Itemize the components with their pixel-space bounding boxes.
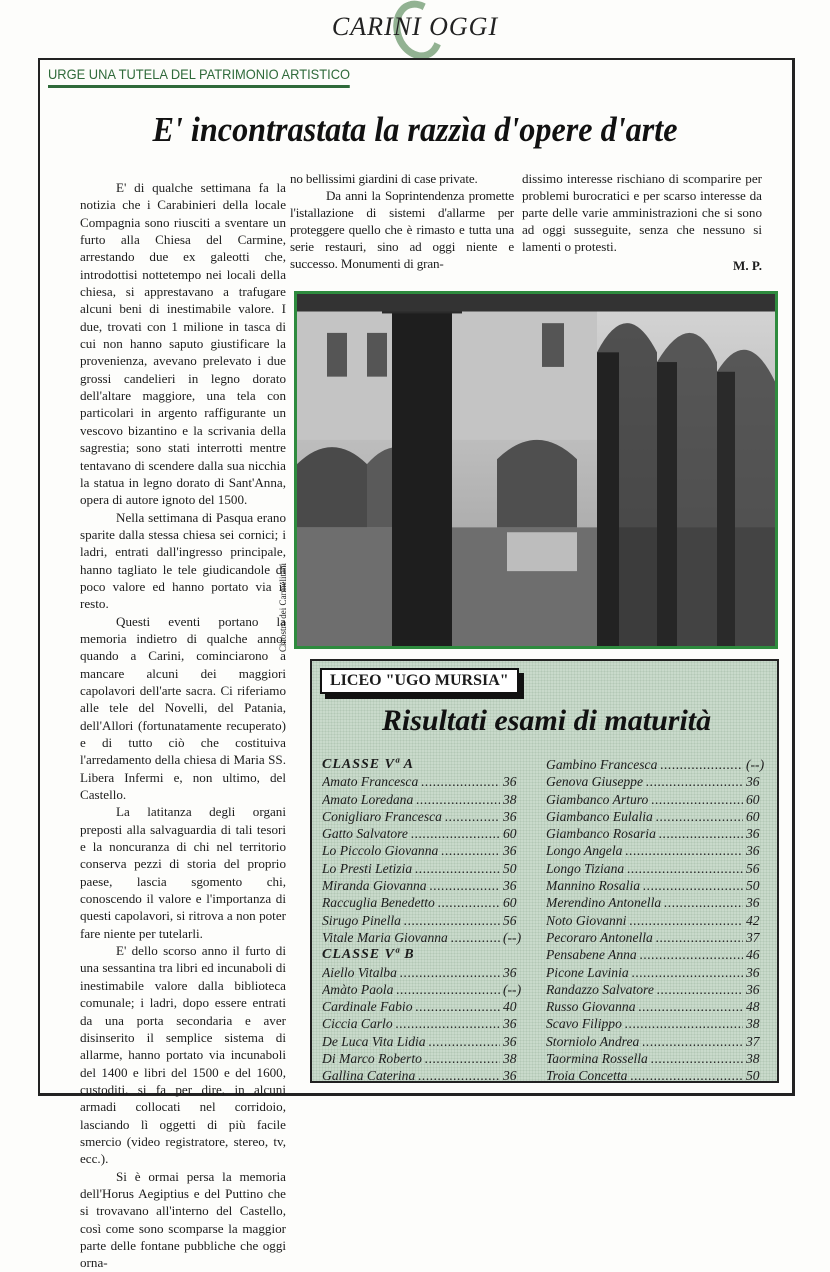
leader-dots xyxy=(415,860,500,877)
result-row xyxy=(322,894,527,911)
student-name: Lo Presti Letizia xyxy=(322,860,413,876)
student-score: 50 xyxy=(503,860,517,876)
student-name: Longo Tiziana xyxy=(546,860,625,876)
masthead-logo xyxy=(310,6,520,46)
result-row xyxy=(546,773,770,790)
result-row xyxy=(546,964,770,981)
student-score: 60 xyxy=(746,791,760,807)
leader-dots xyxy=(629,912,743,929)
student-score: 48 xyxy=(746,999,760,1015)
logo-text: CARINI OGGI xyxy=(331,12,499,41)
leader-dots xyxy=(646,773,743,790)
leader-dots xyxy=(664,894,743,911)
article-column-1 xyxy=(80,179,286,1272)
paragraph: La latitanza degli organi preposti alla salvaguardia di tali tesori e la noncuranza di chi nel territorio conserva pezzi di storia del proprio paese, lascia sgomento chi, conoscendo il valore e l'importanza di questi capolavori, si ritrova a non poter fare niente per tutelarli. xyxy=(80,804,286,941)
student-score: 38 xyxy=(503,791,517,807)
student-name: Conigliaro Francesca xyxy=(322,808,442,824)
school-label: LICEO "UGO MURSIA" xyxy=(320,668,519,694)
article-column-2 xyxy=(290,170,514,272)
student-score: 60 xyxy=(503,895,517,911)
student-score: 37 xyxy=(746,929,760,945)
photo-caption: Chiostro dei Carmelitani xyxy=(278,563,288,652)
leader-dots xyxy=(425,1050,500,1067)
result-row xyxy=(322,964,527,981)
student-score: 56 xyxy=(503,912,517,928)
student-score: 60 xyxy=(503,826,517,842)
leader-dots xyxy=(438,894,500,911)
student-name: Amato Loredana xyxy=(322,791,414,807)
student-score: 36 xyxy=(503,1016,517,1032)
article-headline: E' incontrastata la razzìa d'opere d'arte xyxy=(152,110,678,149)
student-name: Vitale Maria Giovanna xyxy=(322,929,448,945)
result-row xyxy=(546,1033,770,1050)
paragraph: Si è ormai persa la memoria dell'Horus Aegiptius e del Puttino che si trovavano all'interno del Castello, così come sono scomparse la maggior parte delle fontane pubbliche che oggi orna- xyxy=(80,1168,286,1271)
leader-dots xyxy=(416,998,501,1015)
student-score: 36 xyxy=(503,1033,517,1049)
result-row xyxy=(546,929,770,946)
leader-dots xyxy=(396,1015,500,1032)
result-row xyxy=(322,1033,527,1050)
student-name: Lo Piccolo Giovanna xyxy=(322,843,439,859)
student-name: Storniolo Andrea xyxy=(546,1033,640,1049)
student-score: 56 xyxy=(746,860,760,876)
student-name: Noto Giovanni xyxy=(546,912,627,928)
student-score: 60 xyxy=(746,808,760,824)
leader-dots xyxy=(656,808,743,825)
leader-dots xyxy=(656,929,743,946)
leader-dots xyxy=(643,877,743,894)
student-name: Russo Giovanna xyxy=(546,999,636,1015)
paragraph: no bellissimi giardini di case private. xyxy=(290,171,478,186)
student-name: Amato Francesca xyxy=(322,774,419,790)
student-name: Gatto Salvatore xyxy=(322,826,408,842)
result-row xyxy=(322,1067,527,1084)
paragraph: Nella settimana di Pasqua erano sparite dalla stessa chiesa sei cornici; i ladri, entrati dall'ingresso principale, hanno tagliato le tele giudicandole di poco valore ed hanno portato via il resto. xyxy=(80,509,286,612)
student-name: Cardinale Fabio xyxy=(322,999,413,1015)
result-row xyxy=(546,998,770,1015)
student-score: 50 xyxy=(746,878,760,894)
student-score: 36 xyxy=(503,843,517,859)
student-name: Giambanco Rosaria xyxy=(546,826,656,842)
student-score: (--) xyxy=(503,981,522,997)
results-title: Risultati esami di maturità xyxy=(381,704,712,737)
result-row xyxy=(546,791,770,808)
student-score: 36 xyxy=(503,964,517,980)
student-name: Gambino Francesca xyxy=(546,757,658,772)
student-name: Taormina Rossella xyxy=(546,1051,648,1067)
leader-dots xyxy=(632,964,743,981)
leader-dots xyxy=(418,1067,500,1084)
leader-dots xyxy=(429,1033,500,1050)
result-row xyxy=(322,791,527,808)
student-name: Picone Lavinia xyxy=(546,964,629,980)
student-name: Gallina Caterina xyxy=(322,1068,416,1084)
author-signature: M. P. xyxy=(733,258,762,273)
results-list-left xyxy=(322,756,527,1085)
leader-dots xyxy=(404,912,500,929)
result-row xyxy=(546,981,770,998)
student-score: (--) xyxy=(503,929,522,945)
paragraph: E' di qualche settimana fa la notizia che i Carabinieri della locale Compagnia sono riusciti a sventare un furto alla Chiesa del Carmine, arrestando due ex galeotti che, introdottisi nottetempo nei locali della chiesa, si apprestavano a trafugare alcuni beni di inestimabile valore. I due, trovati con 1 milione in tasca di cui non hanno saputo giustificare la provenienza, avevano prelevato i due grossi candelieri in legno dorato dell'altare maggiore, una tela con particolari in argento raffigurante un vescovo bizantino e la scrivania della sagrestia; sono stati interrotti mentre tentavano di scendere dalla sua nicchia la statua in legno dorato di Sant'Anna, opera di autore ignoto del 1500. xyxy=(80,180,286,508)
paragraph: dissimo interesse rischiano di scomparire per problemi burocratici e per scarso interesse da parte delle varie amministrazioni che si sono ad oggi susseguite, senza che nessuno si lamenti o protesti. xyxy=(522,171,762,254)
leader-dots xyxy=(640,946,743,963)
leader-dots xyxy=(639,998,744,1015)
results-list-right xyxy=(546,756,770,1085)
result-row xyxy=(546,946,770,963)
student-score: 36 xyxy=(746,981,760,997)
student-score: 36 xyxy=(746,964,760,980)
result-row xyxy=(546,1067,770,1084)
result-row xyxy=(322,998,527,1015)
student-score: 50 xyxy=(746,1068,760,1084)
student-score: 36 xyxy=(746,774,760,790)
student-score: 46 xyxy=(746,947,760,963)
student-name: Mannino Rosalia xyxy=(546,878,641,894)
student-name: Scavo Filippo xyxy=(546,1016,622,1032)
cloister-photo xyxy=(294,291,778,649)
student-name: Troia Concetta xyxy=(546,1068,628,1084)
result-row xyxy=(322,773,527,790)
student-score: 42 xyxy=(746,912,760,928)
result-row xyxy=(546,912,770,929)
leader-dots xyxy=(660,756,743,773)
student-score: 37 xyxy=(746,1033,760,1049)
result-row xyxy=(546,825,770,842)
student-name: Randazzo Salvatore xyxy=(546,981,654,997)
leader-dots xyxy=(625,842,743,859)
leader-dots xyxy=(416,791,500,808)
result-row xyxy=(322,929,527,946)
student-score: (--) xyxy=(746,757,765,772)
student-score: 36 xyxy=(746,843,760,859)
leader-dots xyxy=(445,808,500,825)
student-name: Pecoraro Antonella xyxy=(546,929,653,945)
leader-dots xyxy=(657,981,743,998)
result-row xyxy=(546,877,770,894)
result-row xyxy=(322,1050,527,1067)
leader-dots xyxy=(627,860,743,877)
student-score: 36 xyxy=(746,895,760,911)
result-row xyxy=(322,877,527,894)
student-name: Giambanco Eulalia xyxy=(546,808,653,824)
student-score: 36 xyxy=(503,808,517,824)
leader-dots xyxy=(421,773,500,790)
student-name: Merendino Antonella xyxy=(546,895,662,911)
student-name: Ciccia Carlo xyxy=(322,1016,393,1032)
student-score: 38 xyxy=(746,1051,760,1067)
student-name: Di Marco Roberto xyxy=(322,1051,422,1067)
student-score: 36 xyxy=(503,774,517,790)
result-row xyxy=(546,756,770,773)
leader-dots xyxy=(430,877,500,894)
article-column-3 xyxy=(522,170,762,274)
student-score: 36 xyxy=(746,826,760,842)
student-name: Amàto Paola xyxy=(322,981,394,997)
leader-dots xyxy=(651,1050,743,1067)
leader-dots xyxy=(659,825,743,842)
result-row xyxy=(546,860,770,877)
student-name: De Luca Vita Lidia xyxy=(322,1033,426,1049)
student-name: Longo Angela xyxy=(546,843,623,859)
paragraph: Da anni la Soprintendenza promette l'istallazione di sistemi d'allarme per proteggere quello che è rimasto e tutta una serie restauri, sino ad oggi niente e successo. Monumenti di gran- xyxy=(290,188,514,271)
result-row xyxy=(546,808,770,825)
article-kicker: URGE UNA TUTELA DEL PATRIMONIO ARTISTICO xyxy=(48,66,350,88)
class-heading-b: CLASSE Vª B xyxy=(322,947,415,963)
result-row xyxy=(322,842,527,859)
leader-dots xyxy=(642,1033,743,1050)
result-row xyxy=(546,1050,770,1067)
student-score: 36 xyxy=(503,1068,517,1084)
paragraph: E' dello scorso anno il furto di una sessantina tra libri ed incunaboli di inestimabile valore dalla biblioteca comunale; i ladri, dopo essere entrati da una porta secondaria e aver disinserito il semplice sistema di allarme, hanno portato via incunaboli del 1400 e libri del 1500 e del 1600, custoditi, si fa per dire, in alcuni armadi collocati nel corridoio, lasciando lì oggetti di più facile smercio (video registratore, stereo, tv, ecc.). xyxy=(80,943,286,1167)
student-name: Genova Giuseppe xyxy=(546,774,644,790)
leader-dots xyxy=(625,1015,743,1032)
student-name: Giambanco Arturo xyxy=(546,791,649,807)
student-name: Raccuglia Benedetto xyxy=(322,895,435,911)
exam-results-box xyxy=(310,659,779,1083)
class-heading-a: CLASSE Vª A xyxy=(322,757,415,772)
cloister-illustration xyxy=(297,294,775,646)
result-row xyxy=(546,842,770,859)
result-row xyxy=(322,808,527,825)
paragraph: Questi eventi portano la memoria indietro di qualche anno, quando a Carini, cominciarono a mancare alcuni dei maggiori capolavori dell'arte sacra. Ci riferiamo alle tele del Novelli, del Patania, dell'Allori (fortunatamente recuperato) e di tutto ciò che costituiva l'arredamento della chiesa di Maria SS. Libera Infermi e, non ultimo, del Castello. xyxy=(80,613,286,803)
student-name: Pensabene Anna xyxy=(546,947,637,963)
leader-dots xyxy=(396,981,500,998)
leader-dots xyxy=(630,1067,743,1084)
result-row xyxy=(322,981,527,998)
student-score: 38 xyxy=(503,1051,517,1067)
result-row xyxy=(322,825,527,842)
student-score: 38 xyxy=(746,1016,760,1032)
leader-dots xyxy=(441,842,500,859)
student-name: Sirugo Pinella xyxy=(322,912,401,928)
result-row xyxy=(322,912,527,929)
student-score: 36 xyxy=(503,878,517,894)
student-name: Aiello Vitalba xyxy=(322,964,397,980)
leader-dots xyxy=(451,929,500,946)
result-row xyxy=(546,894,770,911)
result-row xyxy=(546,1015,770,1032)
student-name: Miranda Giovanna xyxy=(322,878,427,894)
student-score: 40 xyxy=(503,999,517,1015)
leader-dots xyxy=(411,825,500,842)
result-row xyxy=(322,860,527,877)
leader-dots xyxy=(400,964,500,981)
result-row xyxy=(322,1015,527,1032)
leader-dots xyxy=(651,791,743,808)
